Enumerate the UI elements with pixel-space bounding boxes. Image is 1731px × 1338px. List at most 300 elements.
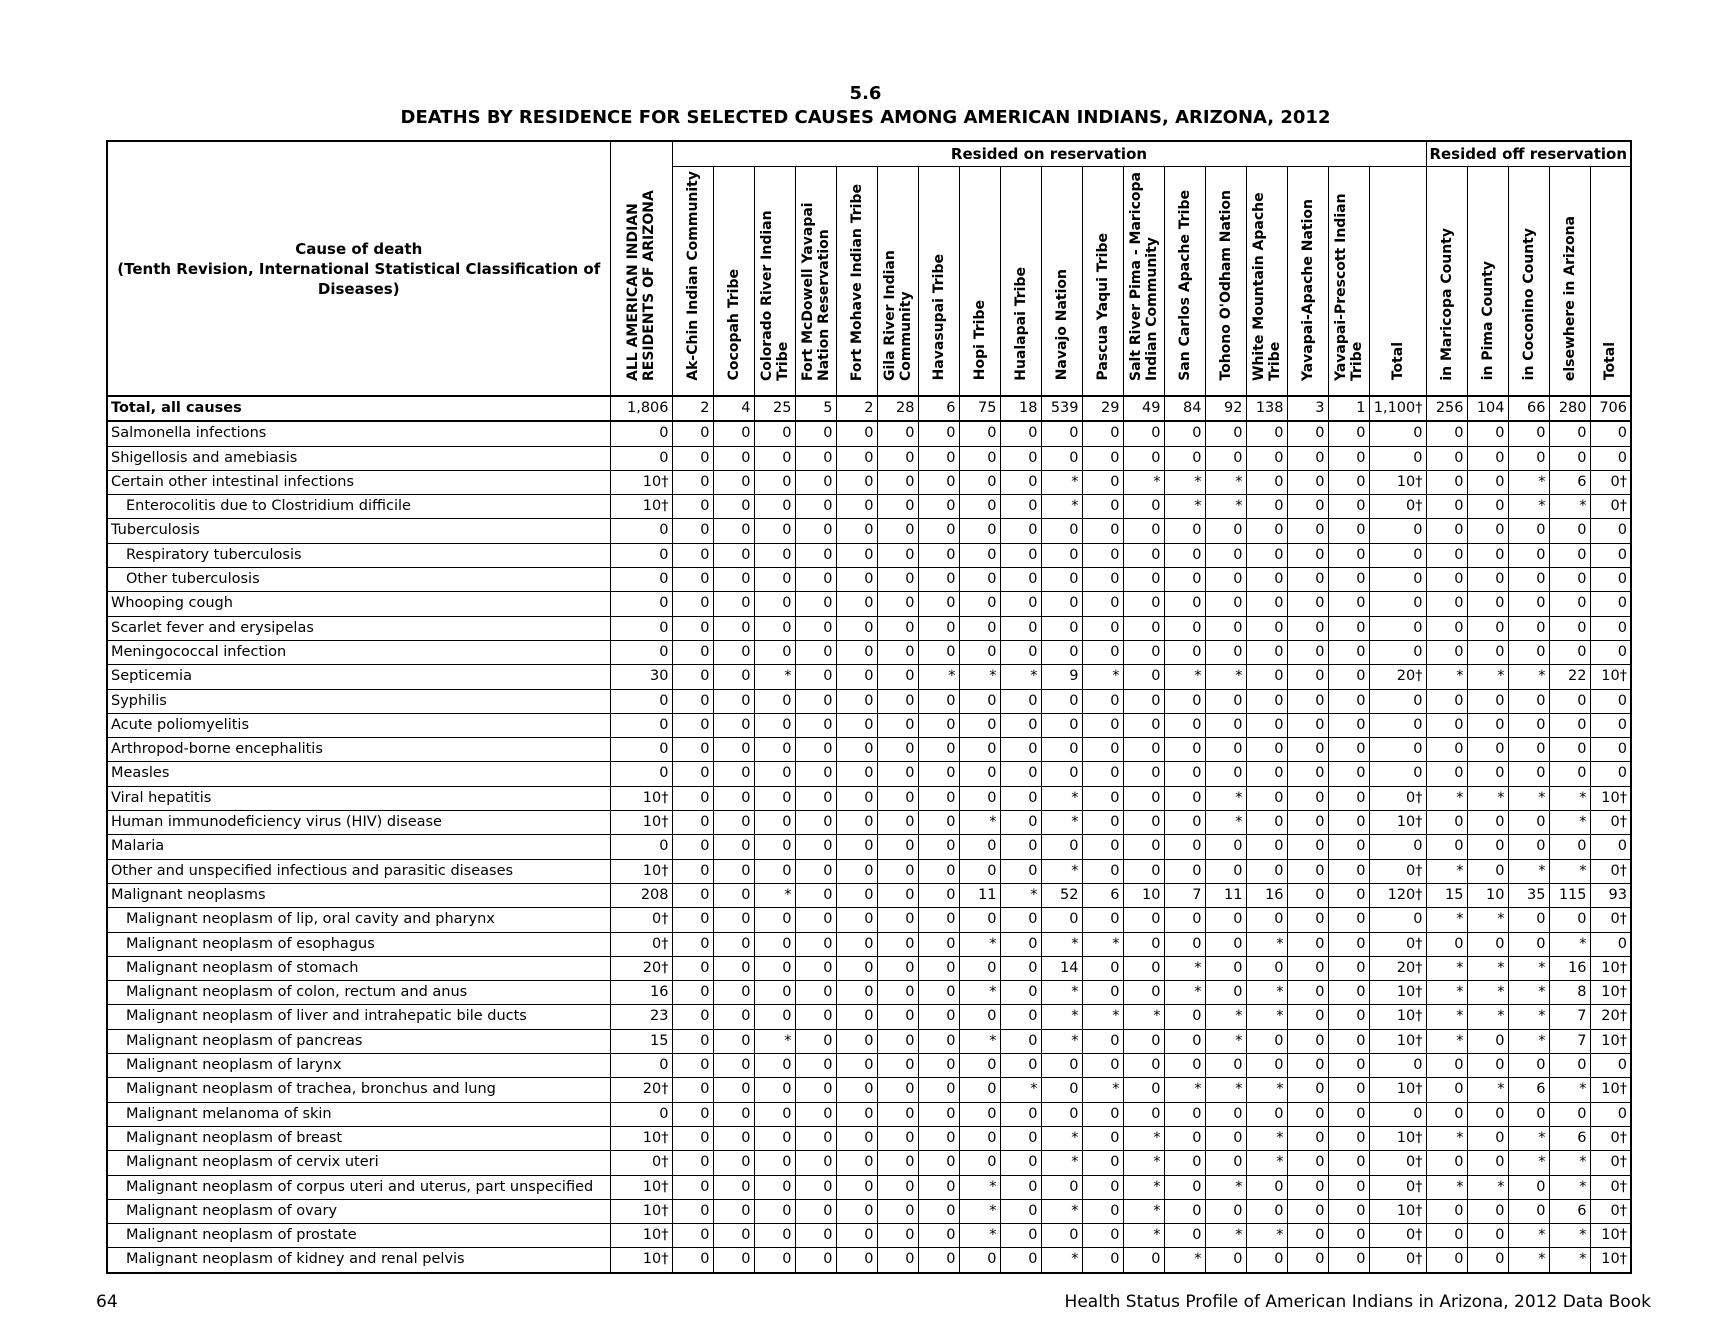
cell-value: 0 bbox=[1426, 446, 1467, 470]
cell-value: 0 bbox=[1000, 519, 1041, 543]
cell-value: 0 bbox=[1467, 1126, 1508, 1150]
cell-value: 30 bbox=[610, 665, 672, 689]
cell-value: 0 bbox=[1328, 1102, 1369, 1126]
row-label: Measles bbox=[107, 762, 610, 786]
cell-value: 0 bbox=[1246, 470, 1287, 494]
cell-value: 0 bbox=[713, 1102, 754, 1126]
table-row bbox=[107, 543, 1631, 567]
page-number: 64 bbox=[96, 1292, 118, 1312]
cell-value: * bbox=[1041, 1005, 1082, 1029]
cell-value: 0 bbox=[1508, 738, 1549, 762]
cell-value: 0 bbox=[1287, 640, 1328, 664]
cell-value: 0 bbox=[836, 1175, 877, 1199]
cell-value: 0 bbox=[1205, 689, 1246, 713]
cell-value: 0 bbox=[795, 470, 836, 494]
cell-value: 0† bbox=[1590, 1175, 1631, 1199]
cell-value: 0 bbox=[1328, 470, 1369, 494]
cell-value: 0 bbox=[610, 616, 672, 640]
cell-value: 0 bbox=[918, 421, 959, 446]
cell-value: * bbox=[1246, 1005, 1287, 1029]
cell-value: 0 bbox=[672, 470, 713, 494]
cell-value: 0 bbox=[795, 1224, 836, 1248]
cell-value: 0 bbox=[1426, 470, 1467, 494]
cell-value: 1 bbox=[1328, 396, 1369, 421]
cell-value: 0 bbox=[672, 1054, 713, 1078]
cell-value: 0 bbox=[1287, 543, 1328, 567]
cell-value: 0 bbox=[918, 1054, 959, 1078]
cell-value: 0 bbox=[1041, 1078, 1082, 1102]
cell-value: 0 bbox=[754, 762, 795, 786]
cell-value: 0 bbox=[959, 956, 1000, 980]
table-row bbox=[107, 835, 1631, 859]
table-number: 5.6 bbox=[849, 83, 882, 104]
cell-value: 0 bbox=[1508, 616, 1549, 640]
cell-value: 0 bbox=[877, 835, 918, 859]
cell-value: 0 bbox=[1000, 713, 1041, 737]
cell-value: * bbox=[1041, 495, 1082, 519]
cell-value: 0 bbox=[795, 640, 836, 664]
cell-value: 0 bbox=[1467, 470, 1508, 494]
table-row bbox=[107, 811, 1631, 835]
cell-value: 115 bbox=[1549, 883, 1590, 907]
cell-value: 75 bbox=[959, 396, 1000, 421]
cell-value: 0 bbox=[672, 738, 713, 762]
cell-value: * bbox=[1000, 1078, 1041, 1102]
cell-value: 10† bbox=[1590, 1224, 1631, 1248]
cell-value: 0 bbox=[1123, 446, 1164, 470]
cell-value: 0 bbox=[713, 908, 754, 932]
cell-value: 0 bbox=[1123, 543, 1164, 567]
cell-value: 4 bbox=[713, 396, 754, 421]
cell-value: 0 bbox=[610, 689, 672, 713]
cell-value: 0 bbox=[877, 665, 918, 689]
cell-value: 0 bbox=[795, 713, 836, 737]
cell-value: 0 bbox=[672, 1005, 713, 1029]
cell-value: 0 bbox=[754, 908, 795, 932]
cell-value: 0 bbox=[836, 495, 877, 519]
cell-value: 0 bbox=[918, 519, 959, 543]
row-label: Scarlet fever and erysipelas bbox=[107, 616, 610, 640]
cell-value: 0† bbox=[1369, 932, 1426, 956]
cell-value: * bbox=[1123, 1175, 1164, 1199]
cell-value: 0 bbox=[1369, 835, 1426, 859]
cell-value: 10† bbox=[1590, 1248, 1631, 1273]
cell-value: * bbox=[1508, 956, 1549, 980]
cell-value: 0 bbox=[1082, 616, 1123, 640]
cell-value: 0 bbox=[610, 1102, 672, 1126]
cell-value: 0 bbox=[1246, 956, 1287, 980]
cell-value: 0 bbox=[1123, 1102, 1164, 1126]
cell-value: 0 bbox=[918, 1005, 959, 1029]
cell-value: 0 bbox=[1164, 762, 1205, 786]
cell-value: 0 bbox=[713, 1151, 754, 1175]
cell-value: * bbox=[1123, 1224, 1164, 1248]
cell-value: * bbox=[1467, 1005, 1508, 1029]
cell-value: 0 bbox=[795, 835, 836, 859]
cell-value: * bbox=[959, 932, 1000, 956]
cell-value: 0 bbox=[1000, 932, 1041, 956]
cell-value: 0 bbox=[672, 762, 713, 786]
cell-value: 0 bbox=[1164, 1175, 1205, 1199]
cell-value: 0 bbox=[1508, 1054, 1549, 1078]
cell-value: * bbox=[1508, 1151, 1549, 1175]
row-label: Total, all causes bbox=[107, 396, 610, 421]
cell-value: 2 bbox=[672, 396, 713, 421]
cell-value: * bbox=[1041, 932, 1082, 956]
cell-value: 0 bbox=[836, 640, 877, 664]
cell-value: 0 bbox=[1164, 543, 1205, 567]
cell-value: 0 bbox=[1369, 519, 1426, 543]
table-row bbox=[107, 1199, 1631, 1223]
cell-value: 0 bbox=[877, 786, 918, 810]
cell-value: 0 bbox=[1082, 956, 1123, 980]
cell-value: 0 bbox=[672, 883, 713, 907]
cell-value: * bbox=[1041, 1199, 1082, 1223]
cell-value: 0 bbox=[795, 616, 836, 640]
cell-value: 0† bbox=[1369, 1175, 1426, 1199]
cell-value: 0 bbox=[1508, 568, 1549, 592]
cell-value: * bbox=[1041, 1248, 1082, 1273]
column-header-on-14: White Mountain Apache Tribe bbox=[1246, 167, 1287, 397]
cell-value: 0 bbox=[754, 592, 795, 616]
cell-value: * bbox=[1549, 786, 1590, 810]
cell-value: 0 bbox=[877, 1029, 918, 1053]
cell-value: * bbox=[1508, 1224, 1549, 1248]
cell-value: 0 bbox=[836, 1054, 877, 1078]
cell-value: 0 bbox=[1549, 762, 1590, 786]
cell-value: 0 bbox=[836, 1151, 877, 1175]
cell-value: 0 bbox=[918, 446, 959, 470]
row-label: Malignant neoplasm of stomach bbox=[107, 956, 610, 980]
cell-value: 0 bbox=[754, 713, 795, 737]
table-row bbox=[107, 1175, 1631, 1199]
cell-value: 0 bbox=[1426, 932, 1467, 956]
cell-value: 0 bbox=[754, 1005, 795, 1029]
cell-value: * bbox=[959, 1175, 1000, 1199]
cell-value: 0 bbox=[713, 543, 754, 567]
cell-value: 0 bbox=[877, 592, 918, 616]
cell-value: 0 bbox=[1041, 543, 1082, 567]
table-row bbox=[107, 1126, 1631, 1150]
cell-value: 0† bbox=[610, 908, 672, 932]
cell-value: 0 bbox=[1041, 446, 1082, 470]
cell-value: 0 bbox=[1328, 1078, 1369, 1102]
cell-value: 0 bbox=[795, 568, 836, 592]
cell-value: 93 bbox=[1590, 883, 1631, 907]
cell-value: 0 bbox=[1041, 640, 1082, 664]
cell-value: 0 bbox=[877, 932, 918, 956]
cell-value: 0 bbox=[1369, 421, 1426, 446]
cell-value: 0 bbox=[877, 738, 918, 762]
cell-value: 0 bbox=[1426, 713, 1467, 737]
cell-value: 0 bbox=[1205, 762, 1246, 786]
cell-value: 0 bbox=[1328, 1151, 1369, 1175]
row-label: Malignant neoplasms bbox=[107, 883, 610, 907]
cell-value: 0 bbox=[959, 1151, 1000, 1175]
cell-value: 10† bbox=[1590, 981, 1631, 1005]
cell-value: 0 bbox=[1000, 859, 1041, 883]
cell-value: 0 bbox=[1467, 835, 1508, 859]
cell-value: 0† bbox=[1590, 1199, 1631, 1223]
cell-value: 0 bbox=[754, 981, 795, 1005]
cell-value: * bbox=[1041, 1029, 1082, 1053]
cell-value: * bbox=[1549, 495, 1590, 519]
cell-value: 0 bbox=[1164, 1126, 1205, 1150]
cell-value: 0 bbox=[918, 470, 959, 494]
cell-value: * bbox=[1123, 1005, 1164, 1029]
cell-value: * bbox=[1205, 1029, 1246, 1053]
cell-value: 0 bbox=[1164, 932, 1205, 956]
cell-value: 0 bbox=[1467, 640, 1508, 664]
cell-value: 0 bbox=[959, 1126, 1000, 1150]
cell-value: 0 bbox=[1041, 616, 1082, 640]
cell-value: 0 bbox=[1205, 859, 1246, 883]
cell-value: * bbox=[1205, 665, 1246, 689]
cell-value: 0 bbox=[1426, 835, 1467, 859]
cell-value: 7 bbox=[1549, 1005, 1590, 1029]
cell-value: * bbox=[1205, 1078, 1246, 1102]
cell-value: 0 bbox=[754, 568, 795, 592]
cell-value: 0 bbox=[1205, 1199, 1246, 1223]
cell-value: 0 bbox=[713, 932, 754, 956]
cell-value: 0 bbox=[1082, 446, 1123, 470]
cell-value: 0 bbox=[1590, 835, 1631, 859]
cell-value: 0 bbox=[754, 1126, 795, 1150]
cell-value: 0 bbox=[1426, 568, 1467, 592]
cell-value: 0 bbox=[713, 956, 754, 980]
cell-value: 0 bbox=[959, 713, 1000, 737]
table-row bbox=[107, 1224, 1631, 1248]
cell-value: 0 bbox=[1082, 519, 1123, 543]
cell-value: 0 bbox=[1164, 568, 1205, 592]
cell-value: 0 bbox=[1205, 446, 1246, 470]
cell-value: 0 bbox=[713, 495, 754, 519]
cell-value: * bbox=[1082, 665, 1123, 689]
cell-value: 66 bbox=[1508, 396, 1549, 421]
cell-value: * bbox=[1508, 786, 1549, 810]
cell-value: 0 bbox=[1000, 762, 1041, 786]
cell-value: 0 bbox=[877, 713, 918, 737]
cell-value: 0 bbox=[1164, 446, 1205, 470]
cell-value: 0 bbox=[795, 1102, 836, 1126]
cell-value: 0 bbox=[918, 956, 959, 980]
cell-value: 0 bbox=[1246, 1054, 1287, 1078]
cell-value: 0 bbox=[1164, 1224, 1205, 1248]
cell-value: 0 bbox=[713, 786, 754, 810]
cell-value: 0 bbox=[1369, 689, 1426, 713]
column-header-on-0: Ak-Chin Indian Community bbox=[672, 167, 713, 397]
table-row bbox=[107, 859, 1631, 883]
cell-value: 0 bbox=[1549, 616, 1590, 640]
cell-value: 0 bbox=[877, 568, 918, 592]
cell-value: 0 bbox=[836, 1102, 877, 1126]
cell-value: 0 bbox=[877, 543, 918, 567]
row-label: Enterocolitis due to Clostridium difficile bbox=[107, 495, 610, 519]
table-row bbox=[107, 446, 1631, 470]
cell-value: * bbox=[1082, 1078, 1123, 1102]
cell-value: 0 bbox=[1123, 811, 1164, 835]
cell-value: 0 bbox=[1369, 1102, 1426, 1126]
cell-value: 0 bbox=[836, 908, 877, 932]
row-label: Malignant neoplasm of colon, rectum and anus bbox=[107, 981, 610, 1005]
cell-value: 0 bbox=[1000, 738, 1041, 762]
cell-value: 0 bbox=[1426, 689, 1467, 713]
cell-value: 0 bbox=[795, 786, 836, 810]
cell-value: 0 bbox=[1246, 786, 1287, 810]
table-row bbox=[107, 689, 1631, 713]
cell-value: 0 bbox=[918, 786, 959, 810]
cell-value: 0 bbox=[610, 1054, 672, 1078]
cell-value: 0 bbox=[1590, 568, 1631, 592]
cell-value: 0 bbox=[1205, 956, 1246, 980]
cell-value: 0 bbox=[1123, 786, 1164, 810]
cause-header-title: Cause of death bbox=[295, 239, 423, 258]
row-label: Arthropod-borne encephalitis bbox=[107, 738, 610, 762]
column-header-on-13: Tohono O'Odham Nation bbox=[1205, 167, 1246, 397]
cell-value: 0 bbox=[959, 495, 1000, 519]
cell-value: * bbox=[1123, 1151, 1164, 1175]
cell-value: 0 bbox=[1467, 738, 1508, 762]
cell-value: 20† bbox=[1369, 665, 1426, 689]
cell-value: * bbox=[1549, 1151, 1590, 1175]
column-header-on-9: Navajo Nation bbox=[1041, 167, 1082, 397]
column-header-off-2: in Coconino County bbox=[1508, 167, 1549, 397]
cell-value: 0 bbox=[672, 1151, 713, 1175]
cell-value: 0 bbox=[918, 908, 959, 932]
cell-value: 0 bbox=[959, 519, 1000, 543]
cell-value: 0 bbox=[836, 981, 877, 1005]
cell-value: 0 bbox=[1287, 859, 1328, 883]
cell-value: 0 bbox=[1000, 1126, 1041, 1150]
on-reservation-band: Resided on reservation bbox=[672, 141, 1426, 167]
cell-value: * bbox=[1549, 811, 1590, 835]
row-label: Malignant neoplasm of trachea, bronchus and lung bbox=[107, 1078, 610, 1102]
cell-value: 0 bbox=[1246, 859, 1287, 883]
cell-value: * bbox=[1123, 1126, 1164, 1150]
cell-value: 20† bbox=[1369, 956, 1426, 980]
cell-value: 0 bbox=[672, 446, 713, 470]
cell-value: 0 bbox=[1369, 908, 1426, 932]
row-label: Malignant neoplasm of kidney and renal pelvis bbox=[107, 1248, 610, 1273]
cell-value: 0 bbox=[959, 640, 1000, 664]
cell-value: 0 bbox=[836, 762, 877, 786]
cell-value: 0 bbox=[754, 1224, 795, 1248]
cell-value: 0 bbox=[713, 1005, 754, 1029]
cell-value: 0 bbox=[1590, 689, 1631, 713]
cell-value: 0† bbox=[1590, 1126, 1631, 1150]
cell-value: 0 bbox=[672, 1029, 713, 1053]
cell-value: 0 bbox=[1164, 835, 1205, 859]
cell-value: 0 bbox=[1082, 835, 1123, 859]
cell-value: 0 bbox=[672, 1248, 713, 1273]
cell-value: 0 bbox=[918, 713, 959, 737]
cell-value: 0 bbox=[672, 786, 713, 810]
cell-value: * bbox=[754, 1029, 795, 1053]
cell-value: 0 bbox=[918, 1199, 959, 1223]
cell-value: 0 bbox=[918, 689, 959, 713]
row-label: Certain other intestinal infections bbox=[107, 470, 610, 494]
cell-value: 10† bbox=[1590, 1078, 1631, 1102]
cell-value: 0 bbox=[1246, 1248, 1287, 1273]
cell-value: 0 bbox=[1328, 568, 1369, 592]
cell-value: 10† bbox=[610, 859, 672, 883]
cell-value: 0 bbox=[1246, 835, 1287, 859]
cell-value: * bbox=[1549, 932, 1590, 956]
cell-value: * bbox=[1508, 1029, 1549, 1053]
cell-value: * bbox=[1041, 786, 1082, 810]
cell-value: 10† bbox=[610, 1224, 672, 1248]
cell-value: 0 bbox=[1328, 1224, 1369, 1248]
cell-value: 0 bbox=[1287, 1248, 1328, 1273]
cell-value: * bbox=[1164, 956, 1205, 980]
cell-value: 0 bbox=[610, 738, 672, 762]
cell-value: 0 bbox=[1287, 495, 1328, 519]
cell-value: 104 bbox=[1467, 396, 1508, 421]
cell-value: 0 bbox=[918, 1151, 959, 1175]
cell-value: 0 bbox=[1590, 932, 1631, 956]
column-header-on-10: Pascua Yaqui Tribe bbox=[1082, 167, 1123, 397]
cell-value: * bbox=[1041, 1151, 1082, 1175]
cell-value: * bbox=[1426, 1175, 1467, 1199]
cell-value: 0 bbox=[754, 786, 795, 810]
cell-value: 0 bbox=[1328, 616, 1369, 640]
cell-value: 0 bbox=[1000, 1224, 1041, 1248]
cell-value: 0 bbox=[1164, 640, 1205, 664]
cell-value: 0 bbox=[1426, 1248, 1467, 1273]
table-row bbox=[107, 568, 1631, 592]
cell-value: 0 bbox=[959, 1005, 1000, 1029]
cell-value: * bbox=[1426, 981, 1467, 1005]
cell-value: 0 bbox=[1205, 738, 1246, 762]
cell-value: 0 bbox=[1287, 956, 1328, 980]
cell-value: 0 bbox=[836, 1029, 877, 1053]
cell-value: 0 bbox=[1000, 568, 1041, 592]
cell-value: 0 bbox=[713, 665, 754, 689]
cell-value: 0 bbox=[610, 421, 672, 446]
cell-value: 0 bbox=[754, 689, 795, 713]
cell-value: 0 bbox=[1123, 738, 1164, 762]
cell-value: 0 bbox=[959, 859, 1000, 883]
cell-value: 0 bbox=[1205, 908, 1246, 932]
table-row bbox=[107, 1102, 1631, 1126]
cell-value: 0 bbox=[1123, 1054, 1164, 1078]
cell-value: 0 bbox=[1590, 762, 1631, 786]
cell-value: 0 bbox=[713, 1054, 754, 1078]
cell-value: 0 bbox=[610, 519, 672, 543]
cell-value: 0 bbox=[877, 1224, 918, 1248]
cell-value: 0 bbox=[1287, 1078, 1328, 1102]
row-label: Malignant neoplasm of breast bbox=[107, 1126, 610, 1150]
cell-value: 0 bbox=[877, 519, 918, 543]
cell-value: 0 bbox=[1549, 908, 1590, 932]
column-header-on-11: Salt River Pima - Maricopa Indian Community bbox=[1123, 167, 1164, 397]
cell-value: 6 bbox=[1508, 1078, 1549, 1102]
cell-value: 10† bbox=[610, 1126, 672, 1150]
cell-value: * bbox=[1205, 1005, 1246, 1029]
cell-value: * bbox=[1508, 981, 1549, 1005]
cell-value: 0 bbox=[672, 495, 713, 519]
cell-value: * bbox=[1041, 470, 1082, 494]
cell-value: 0 bbox=[1549, 689, 1590, 713]
cell-value: 0 bbox=[1246, 908, 1287, 932]
cell-value: 0 bbox=[795, 519, 836, 543]
cell-value: 0 bbox=[1164, 1054, 1205, 1078]
table-row bbox=[107, 470, 1631, 494]
cell-value: * bbox=[1508, 495, 1549, 519]
cell-value: 0 bbox=[836, 616, 877, 640]
cell-value: 0 bbox=[672, 713, 713, 737]
cell-value: 0 bbox=[959, 1102, 1000, 1126]
